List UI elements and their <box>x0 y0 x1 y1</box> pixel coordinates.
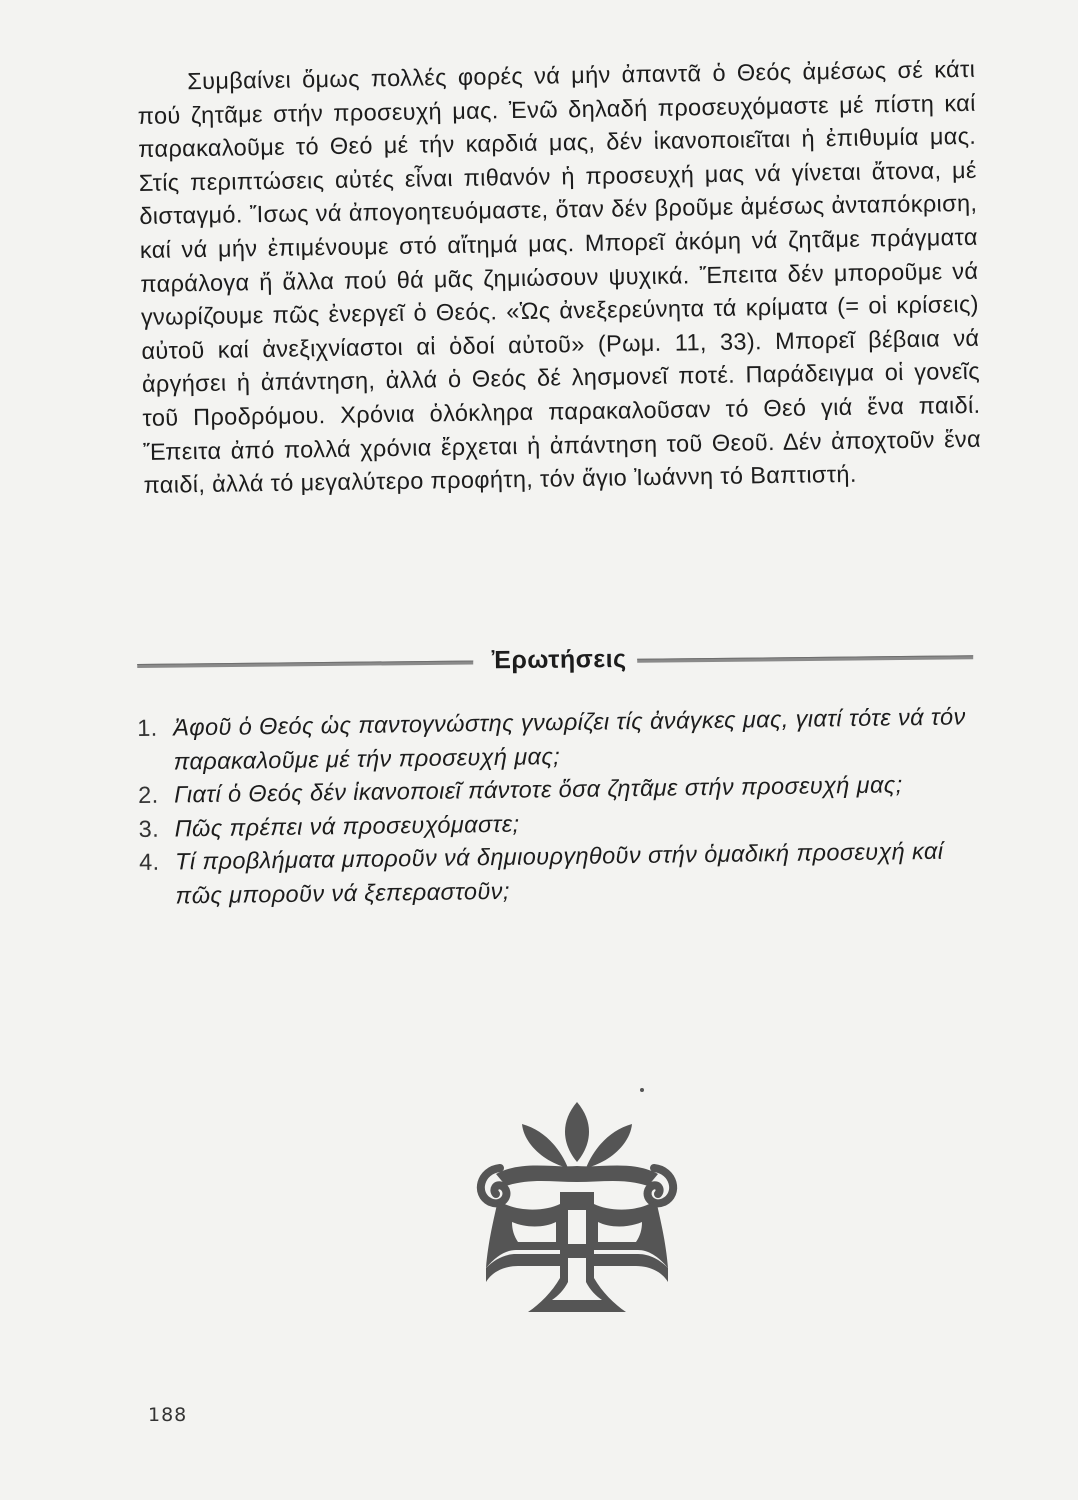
question-text: Γιατί ὁ Θεός δέν ἱκανοποιεῖ πάντοτε ὅσα ζητᾶμε στήν προσευχή μας; <box>173 771 903 808</box>
questions-list <box>137 700 978 913</box>
page-number: 188 <box>148 1404 188 1426</box>
main-paragraph: Συμβαίνει ὅμως πολλές φορές νά μήν ἀπαντᾶ ὁ Θεός ἀμέσως σέ κάτι πού ζητᾶμε στήν προσευχή μας. Ἐνῶ δηλαδή προσευχόμαστε μέ πίστη καί παρακαλοῦμε τό Θεό μέ τήν καρδιά μας, δέν ἱκανοποιεῖται ἡ ἐπιθυμία μας. Στίς περιπτώσεις αὐτές εἶναι πιθανόν ἡ προσευχή μας νά γίνεται ἄτονα, μέ δισταγμό. Ἴσως νά ἀπογοητευόμαστε, ὅταν δέν βροῦμε ἀμέσως ἀνταπόκριση, καί νά μήν ἐπιμένουμε στό αἴτημά μας. Μπορεῖ ἀκόμη νά ζητᾶμε πράγματα παράλογα ἤ ἄλλα πού θά μᾶς ζημιώσουν ψυχικά. Ἔπειτα δέν μποροῦμε νά γνωρίζουμε πῶς ἐνεργεῖ ὁ Θεός. «Ὡς ἀνεξερεύνητα τά κρίματα (= οἱ κρίσεις) αὐτοῦ καί ἀνεξιχνίαστοι αἱ ὁδοί αὐτοῦ» (Ρωμ. 11, 33). Μπορεῖ βέβαια νά ἀργήσει ἡ ἀπάντηση, ἀλλά ὁ Θεός δέ λησμονεῖ ποτέ. Παράδειγμα οἱ γονεῖς τοῦ Προδρόμου. Χρόνια ὁλόκληρα παρακαλοῦσαν τό Θεό γιά ἕνα παιδί. Ἔπειτα ἀπό πολλά χρόνια ἔρχεται ἡ ἀπάντηση τοῦ Θεοῦ. Δέν ἀποχτοῦν ἕνα παιδί, ἀλλά τό μεγαλύτερο προφήτη, τόν ἅγιο Ἰωάννη τό Βαπτιστή. <box>137 55 982 499</box>
question-number: 1. <box>137 714 158 741</box>
ornament-graphic <box>481 1088 673 1312</box>
section-title: Ἐρωτήσεις <box>491 644 627 675</box>
question-number: 4. <box>138 849 160 876</box>
question-item <box>139 835 978 914</box>
questions-section-header <box>137 635 973 684</box>
question-text: Ἀφοῦ ὁ Θεός ὡς παντογνώστης γνωρίζει τίς ἀνάγκες μας, γιατί τότε νά τόν παρακαλοῦμε μέ τήν προσευχή μας; <box>173 703 966 775</box>
question-item <box>137 700 976 779</box>
question-text: Τί προβλήματα μποροῦν νά δημιουργηθοῦν στήν ὁμαδική προσευχή καί πῶς μποροῦν νά ξεπεραστοῦν; <box>174 838 944 909</box>
question-number: 2. <box>137 781 159 809</box>
header-rule-left <box>137 660 473 668</box>
header-rule-right <box>637 655 973 663</box>
byzantine-ornament-icon <box>452 1082 702 1332</box>
question-number: 3. <box>138 815 160 842</box>
question-text: Πῶς πρέπει νά προσευχόμαστε; <box>174 810 520 842</box>
